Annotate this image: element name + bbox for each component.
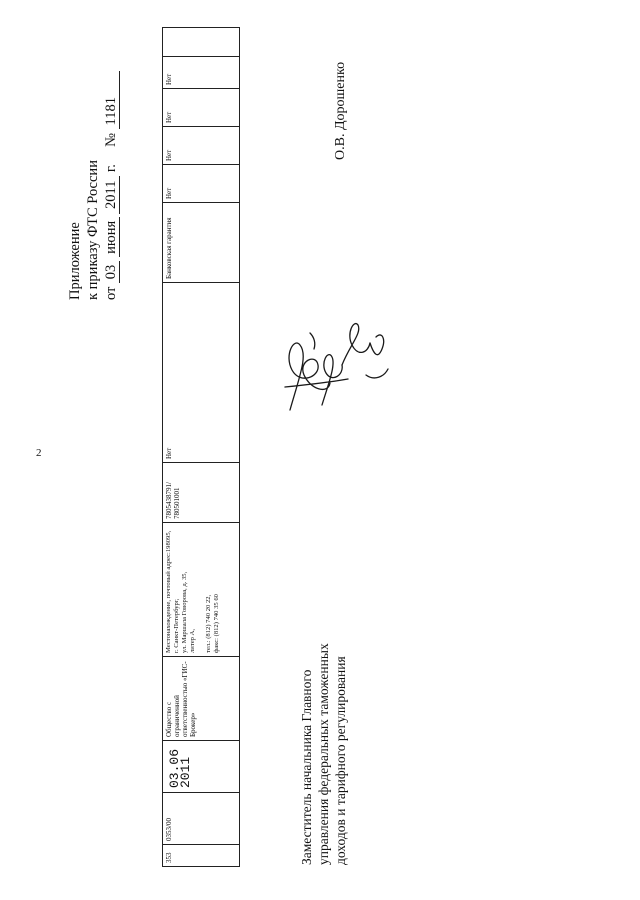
cell-inn-kpp: 7805438791/ 780501001 (163, 462, 239, 522)
order-year: 2011 (104, 176, 120, 214)
date-prefix: от (103, 286, 119, 300)
signer-position-line-3: доходов и тарифного регулирования (333, 656, 348, 865)
appendix-title: Приложение (67, 222, 83, 300)
cell-col-net-4: Нет (163, 88, 239, 126)
registry-table (162, 27, 240, 867)
cell-col-net-5: Нет (163, 56, 239, 88)
cell-guarantee: Банковская гарантия (163, 202, 239, 282)
date-day-month: 03.06 (167, 748, 182, 788)
order-month: июня (104, 217, 120, 257)
cell-organization: Общество с ограниченной ответственностью «ГИС-Брокер» (163, 656, 239, 740)
cell-row-number: 353 (163, 844, 239, 866)
cell-col-net-3: Нет (163, 126, 239, 164)
date-year: 2011 (178, 756, 193, 788)
page-number: 2 (36, 447, 42, 459)
signer-position-line-2: управления федеральных таможенных (316, 643, 331, 865)
appendix-order-ref: к приказу ФТС России (85, 160, 101, 300)
address-fax: факс: (812) 740 35 60 (213, 594, 220, 653)
address-phone: тел.: (812) 740 20 22, (205, 594, 212, 653)
cell-date (163, 740, 239, 792)
address-intro: Местонахождение, почтовый адрес:198095, (165, 530, 172, 653)
signer-name: О.В. Дорошенко (333, 61, 348, 160)
signer-position (298, 643, 349, 865)
number-prefix: № (103, 133, 119, 147)
handwritten-signature-icon (270, 315, 400, 425)
year-suffix: г. (103, 164, 119, 173)
signer-position-line-1: Заместитель начальника Главного (299, 669, 314, 865)
cell-col-net-2: Нет (163, 164, 239, 202)
order-day: 03 (104, 261, 120, 283)
cell-empty (163, 28, 239, 56)
cell-registration-number: 0353/00 (163, 792, 239, 844)
appendix-header (66, 0, 120, 300)
order-number: 1181 (104, 71, 120, 129)
cell-address (163, 522, 239, 656)
address-building: литер А, (189, 629, 196, 653)
appendix-date-line (102, 0, 120, 300)
address-city: г. Санкт-Петербург, (173, 598, 180, 653)
cell-col-net-1: Нет (163, 282, 239, 462)
address-street: ул. Маршала Говорова, д. 35, (181, 571, 188, 653)
